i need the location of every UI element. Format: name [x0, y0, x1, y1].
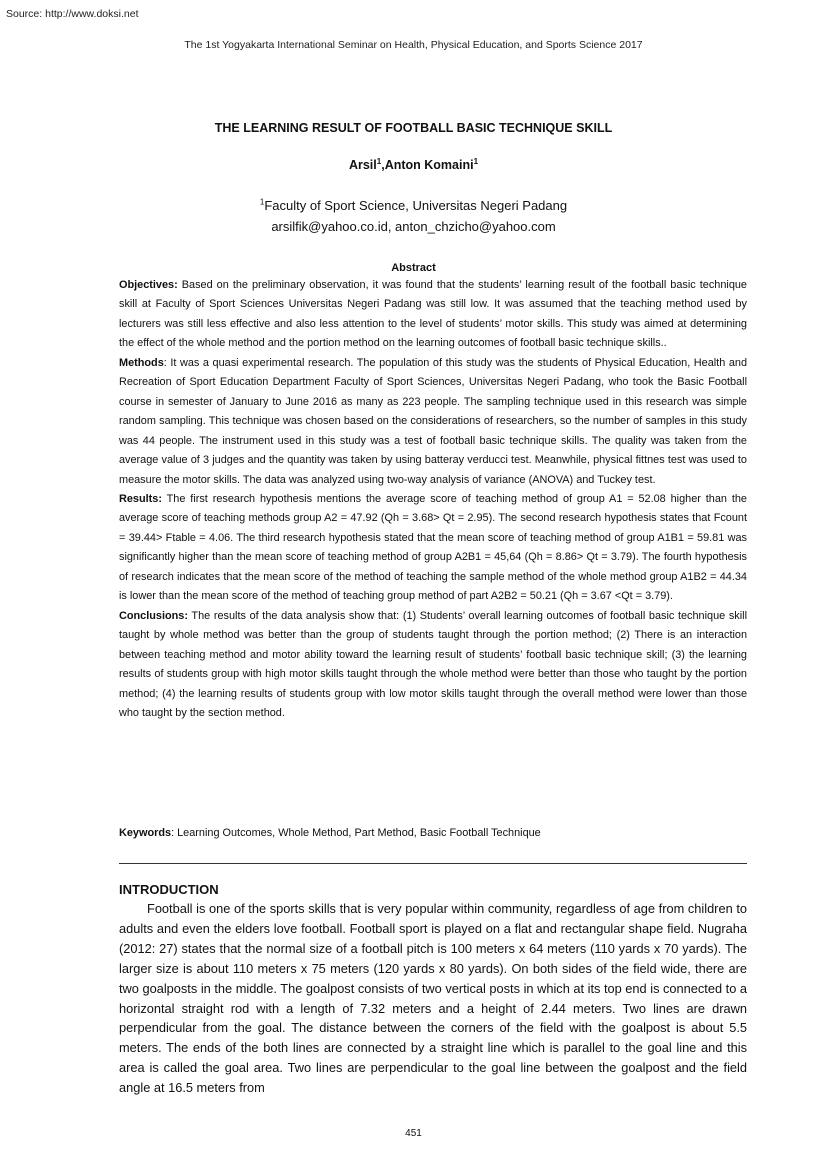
keywords-label: Keywords — [119, 827, 172, 839]
introduction-heading: INTRODUCTION — [119, 882, 219, 897]
section-label: Methods — [119, 356, 164, 369]
abstract-conclusions — [119, 607, 747, 724]
abstract-body — [119, 276, 747, 723]
affiliation-block — [0, 195, 827, 237]
introduction-paragraph: Football is one of the sports skills that is very popular within community, regardless of age from children to adults and even the elders love football. Football sport is played on a flat and rectangular shape field. Nugraha (2012: 27) states that the normal size of a football pitch is 100 meters x 64 meters (110 yards x 70 yards). The larger size is about 110 meters x 75 meters (120 yards x 80 yards). On both sides of the field wide, there are two goalposts in the middle. The goalpost consists of two vertical posts in which at its top end is connected to a horizontal straight rod with a length of 7.32 meters and a height of 2.44 meters. Two lines are drawn perpendicular from the goal. The distance between the corners of the field with the goalpost is about 5.5 meters. The ends of the both lines are connected by a straight line which is parallel to the goal line and this area is called the goal area. Two lines are perpendicular to the goal line between the goalpost and the field angle at 16.5 meters from — [119, 901, 747, 1096]
author-line — [0, 158, 827, 172]
abstract-results — [119, 490, 747, 607]
section-text: Based on the preliminary observation, it was found that the students’ learning result of the football basic technique skill at Faculty of Sport Sciences Universitas Negeri Padang was still low. It was assumed that the teaching method used by lecturers was still less effective and also less attention to the level of students’ motor skills. This study was aimed at determining the effect of the whole method and the portion method on the learning outcomes of football basic technique skills.. — [119, 279, 747, 350]
section-text: : It was a quasi experimental research. The population of this study was the students of Physical Education, Health and Recreation of Sport Education Department Faculty of Sport Sciences, Universitas Negeri Padang, who took the Basic Football course in semester of January to June 2016 as many as 223 people. The sampling technique used in this research was simple random sampling. This technique was chosen based on the considerations of researchers, so the number of samples in this study was 44 people. The instrument used in this study was a test of football basic technique skills. The quality was taken from the average value of 3 judges and the quantity was taken by using batteray verducci test. Meanwhile, physical fittnes test was used to measure the motor skills. The data was analyzed using two-way analysis of variance (ANOVA) and Tuckey test. — [119, 356, 747, 486]
author-affiliation-mark: 1 — [376, 156, 382, 166]
paper-title: THE LEARNING RESULT OF FOOTBALL BASIC TECHNIQUE SKILL — [214, 121, 613, 135]
section-label: Results: — [119, 492, 162, 505]
section-label: Objectives: — [119, 279, 178, 291]
keywords-line — [119, 824, 747, 843]
page-number: 451 — [405, 1128, 422, 1139]
author-name: Arsil — [348, 158, 377, 172]
keywords-text: : Learning Outcomes, Whole Method, Part Method, Basic Football Technique — [171, 827, 541, 839]
section-divider — [119, 863, 747, 864]
section-label: Conclusions: — [119, 609, 188, 622]
author-affiliation-mark: 1 — [473, 156, 479, 166]
section-text: The first research hypothesis mentions the average score of teaching method of group A1 = 52.08 higher than the average score of teaching methods group A2 = 47.92 (Qh = 3.68> Qt = 2.95). The second research hypothesis states that Fcount = 39.44> Ftable = 4.06. The third research hypothesis stated that the mean score of teaching method of group A1B1 = 59.81 was significantly higher than the mean score of teaching method of group A2B1 = 45,64 (Qh = 8.86> Qt = 3.79). The fourth hypothesis of research indicates that the mean score of the method of teaching the sample method of the whole method group A1B2 = 44.34 is lower than the mean score of the method of teaching group method of part A2B2 = 50.21 (Qh = 3.67 <Qt = 3.79). — [119, 492, 747, 603]
affiliation-mark: 1 — [259, 197, 265, 207]
author-separator: , — [381, 158, 385, 172]
affiliation-text: Faculty of Sport Science, Universitas Negeri Padang — [264, 198, 568, 213]
abstract-objectives — [119, 276, 747, 354]
affiliation-line — [0, 195, 827, 216]
section-text: The results of the data analysis show that: (1) Students’ overall learning outcomes of football basic technique skill taught by whole method was better than the group of students taught through the portion method; (2) There is an interaction between teaching method and motor ability toward the learning result of students’ football basic technique skill; (3) the learning results of students group with high motor skills taught through the whole method were better than those who taught by the portion method; (4) the learning results of students group with low motor skills taught through the overall method were lower than those who taught by the section method. — [119, 609, 747, 719]
abstract-methods — [119, 354, 747, 490]
author-name: Anton Komaini — [384, 158, 474, 172]
abstract-heading: Abstract — [391, 262, 436, 274]
source-url: Source: http://www.doksi.net — [6, 8, 139, 20]
conference-header: The 1st Yogyakarta International Seminar on Health, Physical Education, and Sports Science 2017 — [184, 39, 643, 51]
author-emails: arsilfik@yahoo.co.id, anton_chzicho@yahoo.com — [271, 219, 556, 234]
